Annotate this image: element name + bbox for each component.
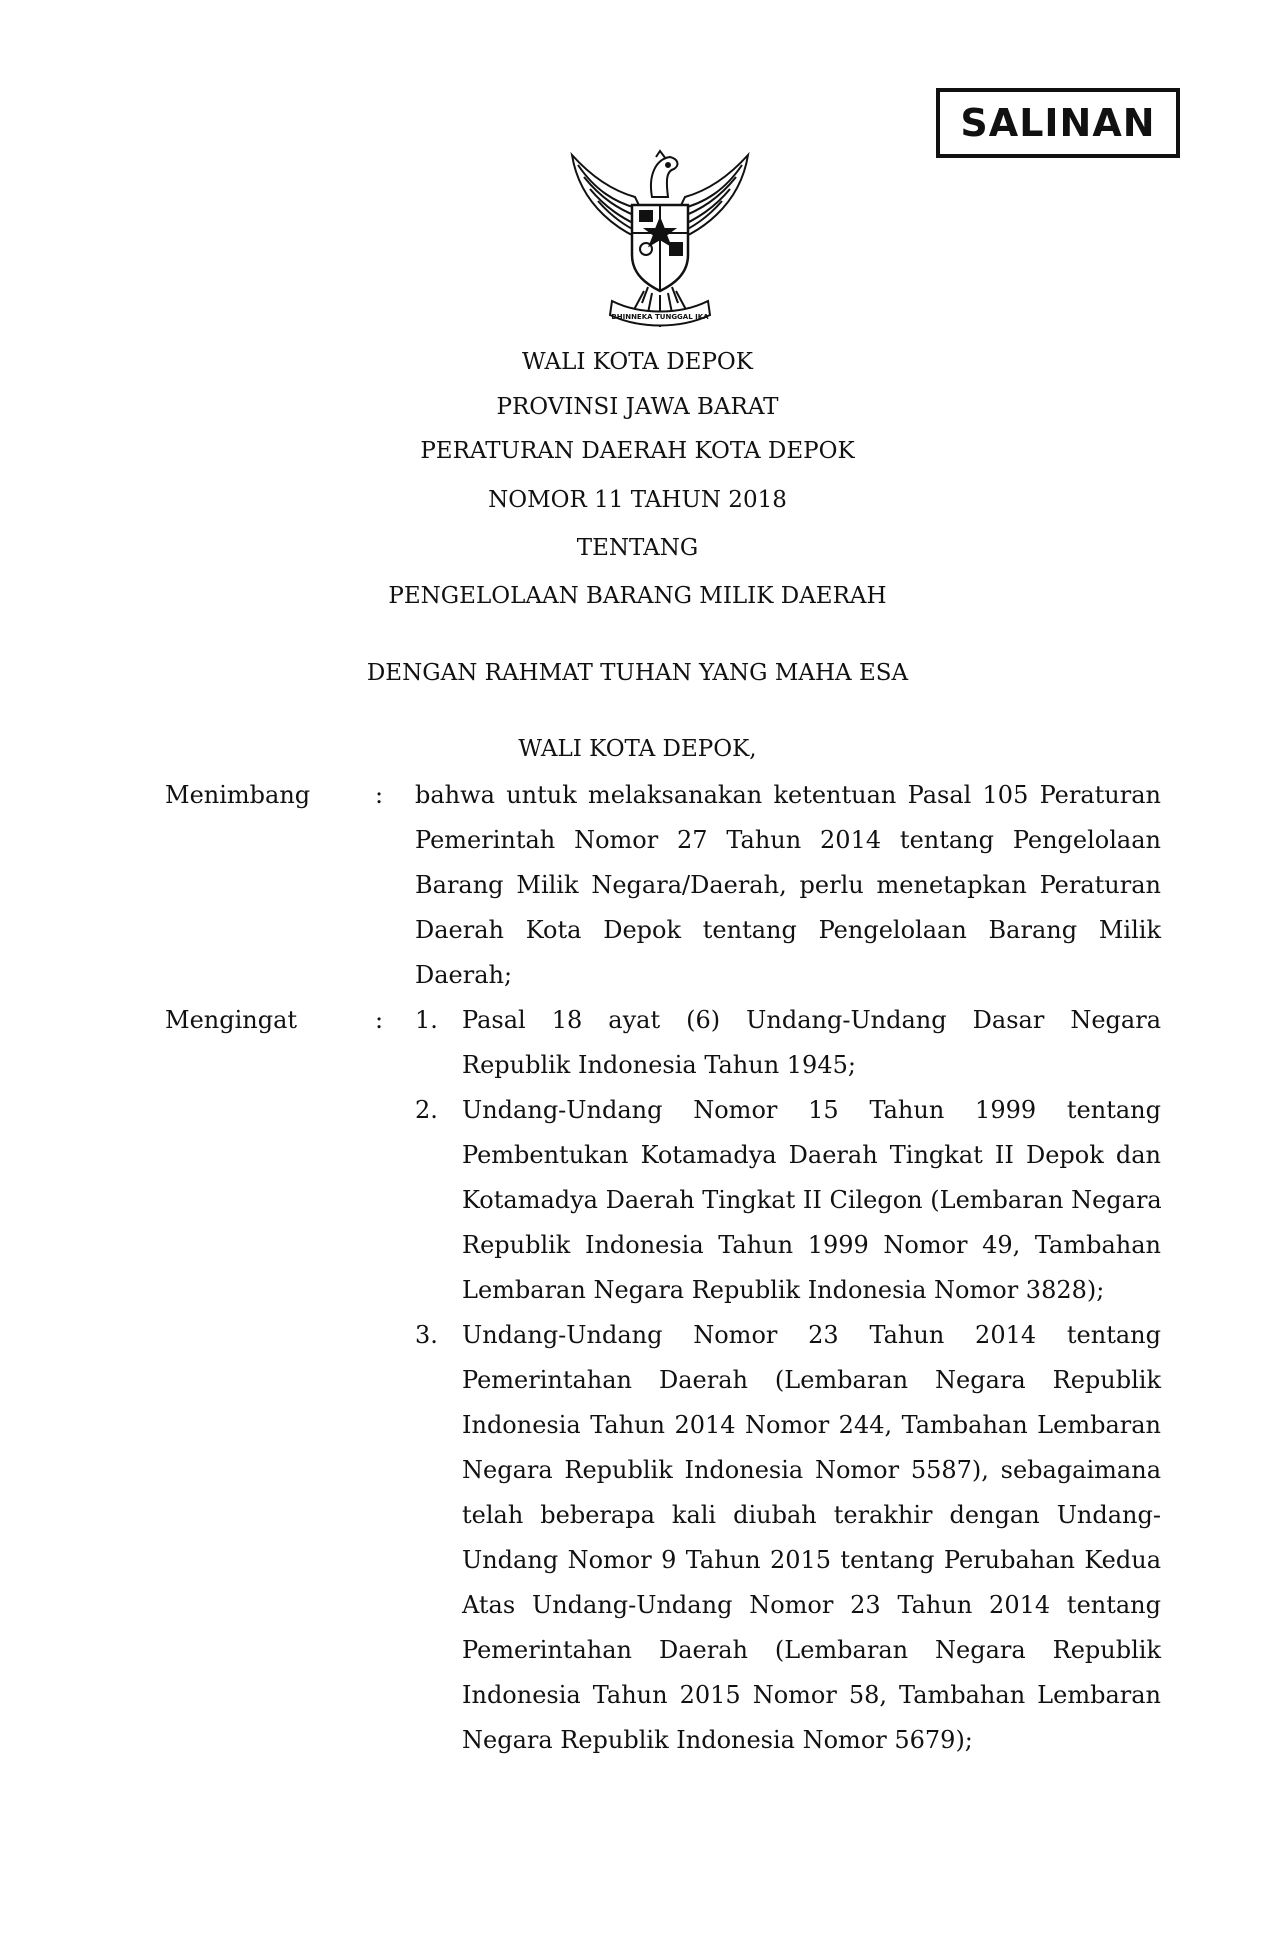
salinan-stamp <box>936 88 1180 158</box>
mengingat-label: Mengingat <box>165 1006 298 1034</box>
mengingat-item-line: Republik Indonesia Tahun 1999 Nomor 49, Tambahan <box>462 1231 1161 1259</box>
mengingat-colon: : <box>375 1006 384 1034</box>
menimbang-line: Daerah; <box>415 961 513 989</box>
header-dengan-rahmat: DENGAN RAHMAT TUHAN YANG MAHA ESA <box>366 660 909 686</box>
menimbang-line: Daerah Kota Depok tentang Pengelolaan Barang Milik <box>415 916 1161 944</box>
mengingat-item-number: 1. <box>415 1006 438 1034</box>
mengingat-item-line: Negara Republik Indonesia Nomor 5587), sebagaimana <box>462 1456 1161 1484</box>
mengingat-item-number: 2. <box>415 1096 438 1124</box>
mengingat-item-line: Indonesia Tahun 2015 Nomor 58, Tambahan Lembaran <box>462 1681 1161 1709</box>
mengingat-item-line: Kotamadya Daerah Tingkat II Cilegon (Lembaran Negara <box>462 1186 1162 1214</box>
emblem-ribbon-text: BHINNEKA TUNGGAL IKA <box>611 313 709 321</box>
mengingat-item-line: Undang-Undang Nomor 15 Tahun 1999 tentang <box>462 1096 1161 1124</box>
header-tentang: TENTANG <box>576 535 699 561</box>
menimbang-colon: : <box>375 781 384 809</box>
mengingat-item-line: Pembentukan Kotamadya Daerah Tingkat II Depok dan <box>462 1141 1161 1169</box>
stamp-text: SALINAN <box>960 101 1156 145</box>
header-provinsi: PROVINSI JAWA BARAT <box>496 394 779 420</box>
mengingat-item-line: telah beberapa kali diubah terakhir dengan Undang- <box>462 1501 1161 1529</box>
mengingat-item-line: Indonesia Tahun 2014 Nomor 244, Tambahan Lembaran <box>462 1411 1161 1439</box>
garuda-pancasila-emblem-icon <box>560 135 760 340</box>
mengingat-item-number: 3. <box>415 1321 438 1349</box>
menimbang-label: Menimbang <box>165 781 311 809</box>
mengingat-item-line: Pemerintahan Daerah (Lembaran Negara Republik <box>462 1366 1161 1394</box>
mengingat-item-line: Lembaran Negara Republik Indonesia Nomor 3828); <box>462 1276 1105 1304</box>
mengingat-item-line: Undang-Undang Nomor 23 Tahun 2014 tentang <box>462 1321 1161 1349</box>
header-wali-kota: WALI KOTA DEPOK <box>522 349 753 375</box>
header-peraturan: PERATURAN DAERAH KOTA DEPOK <box>420 438 855 464</box>
mengingat-item-line: Negara Republik Indonesia Nomor 5679); <box>462 1726 973 1754</box>
mengingat-item-line: Pemerintahan Daerah (Lembaran Negara Republik <box>462 1636 1161 1664</box>
header-nomor: NOMOR 11 TAHUN 2018 <box>488 487 787 513</box>
mengingat-item-line: Republik Indonesia Tahun 1945; <box>462 1051 856 1079</box>
menimbang-line: Barang Milik Negara/Daerah, perlu menetapkan Peraturan <box>415 871 1161 899</box>
menimbang-line: bahwa untuk melaksanakan ketentuan Pasal 105 Peraturan <box>415 781 1161 809</box>
mengingat-item-line: Atas Undang-Undang Nomor 23 Tahun 2014 tentang <box>462 1591 1161 1619</box>
header-wali-kota-depok: WALI KOTA DEPOK, <box>518 736 757 762</box>
menimbang-line: Pemerintah Nomor 27 Tahun 2014 tentang Pengelolaan <box>415 826 1161 854</box>
mengingat-item-line: Undang Nomor 9 Tahun 2015 tentang Perubahan Kedua <box>462 1546 1161 1574</box>
header-title: PENGELOLAAN BARANG MILIK DAERAH <box>388 583 887 609</box>
mengingat-item-line: Pasal 18 ayat (6) Undang-Undang Dasar Negara <box>462 1006 1161 1034</box>
